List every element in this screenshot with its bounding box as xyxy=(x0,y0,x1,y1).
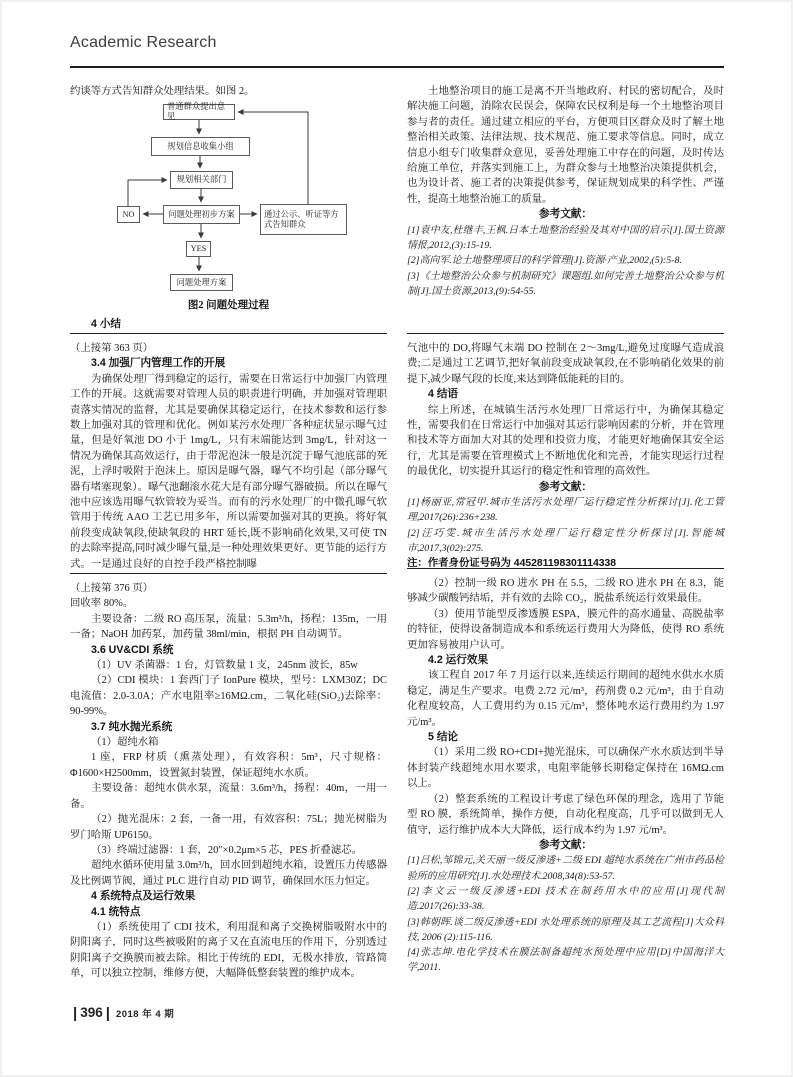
issue-label: 2018 年 4 期 xyxy=(115,1009,175,1020)
references-heading: 参考文献： xyxy=(539,208,592,221)
paragraph: （1）UV 杀菌器：1 台，灯管数量 1 支，245nm 波长，85w xyxy=(91,660,358,672)
paragraph: 为确保处理厂得到稳定的运行，需要在日常运行中加强厂内管理工作的开展。这就需要对管理人员的职责进行明确，并加强对管理职责落实情况的监督，尤其是要确保其稳定运行，在技术参数和运行参数上加强对其的管理和优化。例如某污水处理厂各种症状显示曝气过量，但是好氧池 DO 小于 1mg/L，只有末端能达到 3mg/L，针对这一情况为确保其高效运行，由于带泥泡沫一般是沉淀于曝气池底部的死泥，上浮时吸附于泡沫上。原因是曝气器，曝气不均引起（部分曝气器有堵塞现象）。曝气池翻滚水花大是有部分曝气器破损。所以在曝气池中应该选用曝气软管较为妥当。而有的污水处理厂的中微孔曝气软管用于传统 AAO 工艺已用多年，所以需要加强对其的更换。将好氧前段变成缺氧段,使缺氧段的 HRT 延长,既不影响硝化效果,又可使 TN 的去除率提高,同时减少曝气量,是一种处理效果更好、更节能的运行方式。一是通过良好的自控手段严格控制曝 xyxy=(70,373,387,570)
reference-item: [1]袁中友,杜继丰,王枫.日本土地整治经验及其对中国的启示[J].国土资源情报,2012,(3):15-19. xyxy=(407,224,724,251)
paragraph: （1）采用二级 RO+CDI+抛光混床，可以确保产水水质达到半导体封装产线超纯水用水要求，电阻率能够长期稳定保持在 16MΩ.cm 以上。 xyxy=(407,747,724,790)
flowchart-node-collect: 规划信息收集小组 xyxy=(151,137,250,156)
section-heading: 3.4 加强厂内管理工作的开展 xyxy=(91,357,226,370)
header-divider-rule xyxy=(70,66,724,68)
right-section-3 xyxy=(407,566,724,976)
references-heading: 参考文献： xyxy=(539,838,592,851)
footer-bar-right: | xyxy=(105,1005,110,1022)
left-section-1 xyxy=(70,84,387,333)
section-heading: 5 结论 xyxy=(428,731,459,744)
paragraph: （2）CDI 模块：1 套西门子 IonPure 模块，型号：LXM30Z；DC 电流值：2.0-3.0A；产水电阻率≥16MΩ.cm，二氧化硅(SiO₂)去除率：90-99%。 xyxy=(70,675,387,718)
paragraph: （1）系统使用了 CDI 技术，利用混和离子交换树脂吸附水中的阴阳离子，同时这些被吸附的离子又在直流电压的作用下，分别透过阴阳离子交换膜而被去除。相比于传统的 EDI，无极水排放，管路简单，可以独立控制，维修方便，大幅降低整套装置的维护成本。 xyxy=(70,921,387,980)
divider-rule xyxy=(407,568,724,569)
divider-rule xyxy=(407,333,724,334)
paragraph: 超纯水循环使用量 3.0m³/h，回水回到超纯水箱，设置压力传感器及比例调节阀，通过 PLC 进行自动 PID 调节，确保回水压力恒定。 xyxy=(70,860,387,887)
section-heading: 4 系统特点及运行效果 xyxy=(91,890,196,903)
paragraph: 综上所述，在城镇生活污水处理厂日常运行中，为确保其稳定性，需要我们在日常运行中加强对其运行影响因素的分析，并在管理和技术等方面加大对其的处理和投资力度，才能更好地确保其安全运行，尤其是需要在管理模式上不断地优化和完善，才能实现运行过程的最优化，切实提升其运行的稳定性和管理的高效性。 xyxy=(407,404,724,478)
flowchart-node-notify-public: 通过公示、听证等方式告知群众 xyxy=(260,204,347,235)
paragraph: 气池中的 DO,将曝气末端 DO 控制在 2～3mg/L,避免过度曝气造成浪费;二是通过工艺调节,把好氧前段变成缺氧段,在不影响硝化效果的前提下,减少曝气段的长度,来达到降低能耗的目的。 xyxy=(407,343,724,385)
left-section-2 xyxy=(70,331,387,572)
references-heading: 参考文献： xyxy=(539,480,592,493)
flowchart-arrows xyxy=(70,104,387,296)
journal-header-title: Academic Research xyxy=(70,34,217,51)
paragraph: （3）使用节能型反渗透膜 ESPA，膜元件的高水通量、高脱盐率的特征，使得设备制造成本和系统运行费用大为降低，使得 RO 系统更加容易被用户认可。 xyxy=(407,608,724,651)
paragraph: （2）抛光混床：2 套，一备一用，有效容积：75L；抛光树脂为罗门哈斯 UP6150。 xyxy=(70,814,387,841)
paragraph: 1 座，FRP 材质（熏蒸处理），有效容积：5m³，尺寸规格：Φ1600×H2500mm，设置氮封装置，保证超纯水水质。 xyxy=(70,752,387,779)
section-heading: 4.1 统特点 xyxy=(91,905,141,918)
paragraph: （3）终端过滤器：1 套，20″×0.2μm×5 芯，PES 折叠滤芯。 xyxy=(91,844,363,856)
flowchart-node-department: 规划相关部门 xyxy=(170,171,233,189)
paragraph: （2）控制一级 RO 进水 PH 在 5.5，二级 RO 进水 PH 在 8.3，能够减少碳酸钙结垢，并有效的去除 CO₂，脱盐系统运行效果最佳。 xyxy=(407,578,724,605)
left-section-3 xyxy=(70,571,387,982)
paragraph: 主要设备：二级 RO 高压泵，流量：5.3m³/h，扬程：135m，一用一备；NaOH 加药泵，加药量 38ml/min，根据 PH 自动调节。 xyxy=(70,613,387,641)
footer-bar-left: | xyxy=(73,1005,78,1022)
problem-handling-flowchart xyxy=(70,104,387,296)
reference-item: [3]《土地整治公众参与机制研究》课题组.如何完善土地整治公众参与机制[J].国土资源,2013,(9):54-55. xyxy=(407,270,724,297)
flowchart-node-final-plan: 问题处理方案 xyxy=(170,274,233,291)
flowchart-node-start: 普通群众提出意见 xyxy=(163,104,235,120)
right-section-2 xyxy=(407,331,724,572)
reference-item: [1]吕松,邹锦元,关天丽一级反渗透+二级 EDI 超纯水系统在广州市药品检验所的应用研究[J].水处理技术.2008,34(8):53-57. xyxy=(407,855,724,882)
flowchart-node-draft-plan: 问题处理初步方案 xyxy=(163,205,240,224)
paragraph: （2）整套系统的工程设计考虑了绿色环保的理念，选用了节能型 RO 膜，系统简单，操作方便，自动化程度高，几乎可以做到无人值守，运行维护成本大大降低，运行成本约为 1.97 元/m³。 xyxy=(407,793,724,836)
intro-paragraph: 约谈等方式告知群众处理结果。如图 2。 xyxy=(70,86,255,97)
divider-rule xyxy=(70,333,387,334)
reference-item: [3]韩朝晖.谈二级反渗透+EDI 水处理系统的原理及其工艺流程[J]大众科技, 2006 (2):115-116. xyxy=(407,916,724,943)
reference-item: [1]杨丽亚,常冠甲.城市生活污水处理厂运行稳定性分析探讨[J].化工管理,2017(26):236+238. xyxy=(407,497,724,524)
paragraph: 回收率 80%。 xyxy=(70,598,134,610)
continued-note: （上接第 376 页） xyxy=(70,583,154,594)
paragraph: 该工程自 2017 年 7 月运行以来,连续运行期间的超纯水供水水质稳定，满足生产要求。电费 2.72 元/m³，药剂费 0.2 元/m³，由于自动化程度较高，人工费用约为 0.15 元/m³，整体吨水运行费用约为 1.97 元/m³。 xyxy=(407,670,724,728)
continued-note: （上接第 363 页） xyxy=(70,343,154,354)
divider-rule xyxy=(70,573,387,574)
figure-caption: 图2 问题处理过程 xyxy=(187,300,270,312)
section-heading-summary: 4 小结 xyxy=(91,318,122,331)
author-note: 注：作者身份证号码为 445281198301114338 xyxy=(407,558,617,570)
reference-item: [2]高向军.论土地整理项目的科学管理[J].资源·产业,2002,(5):5-8. xyxy=(407,255,682,267)
section-heading: 4 结语 xyxy=(428,388,459,401)
right-section-1 xyxy=(407,84,724,299)
page-footer xyxy=(73,1004,174,1022)
flowchart-node-yes: YES xyxy=(186,241,211,257)
paragraph: 土地整治项目的施工是离不开当地政府、村民的密切配合，及时解决施工问题，消除农民误会，保障农民权利是每一个土地整治项目参与者的责任。通过建立相应的平台，方便项目区群众及时了解土地整治相关政策、法律法规、技术规范、施工要求等信息。同时，成立信息小组专门收集群众意见，妥善处理施工中存在的问题，及时传达给施工单位，并落实到施工上，为群众参与土地整治决策提供机会，也为设计者、施工者的决策提供参考，保证规划成果的科学性、严谨性，提高土地整治施工的质量。 xyxy=(407,86,724,205)
section-heading: 4.2 运行效果 xyxy=(428,654,489,667)
page-number: 396 xyxy=(80,1005,103,1020)
reference-item: [2]汪巧雯.城市生活污水处理厂运行稳定性分析探讨[J].智能城市,2017,3(02):275. xyxy=(407,527,724,554)
reference-item: [2]李文云一级反渗透+EDI 技术在制药用水中的应用[J]现代制造.2017(26):33-38. xyxy=(407,885,724,913)
paragraph: 主要设备：超纯水供水泵，流量：3.6m³/h，扬程：40m，一用一备。 xyxy=(70,783,387,810)
section-heading: 3.7 纯水抛光系统 xyxy=(91,720,173,733)
section-heading: 3.6 UV&CDI 系统 xyxy=(91,643,174,656)
flowchart-node-no: NO xyxy=(117,206,140,223)
paragraph: （1）超纯水箱 xyxy=(91,737,159,749)
reference-item: [4]张志坤.电化学技术在膜法制备超纯水预处理中应用[D]中国海洋大学,2011. xyxy=(407,947,724,974)
